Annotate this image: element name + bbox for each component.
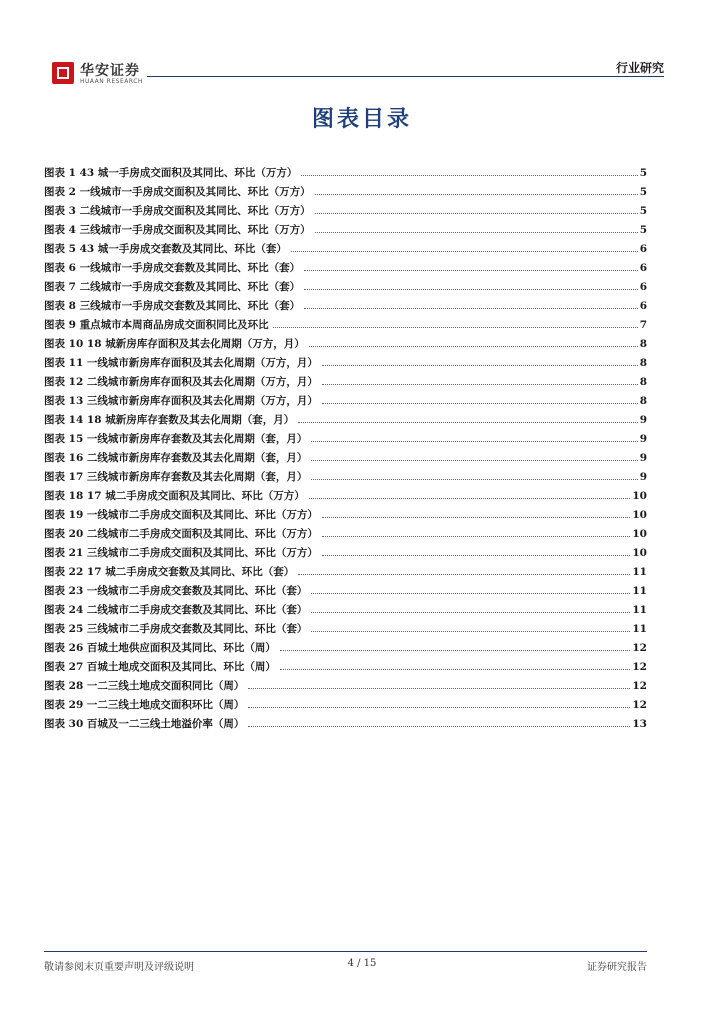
toc-dot-leader: [322, 516, 630, 518]
toc-entry[interactable]: [44, 526, 647, 545]
toc-dot-leader: [248, 706, 630, 708]
toc-entry[interactable]: [44, 222, 647, 241]
toc-entry[interactable]: [44, 336, 647, 355]
toc-dot-leader: [298, 421, 637, 423]
toc-entry-label[interactable]: 图表 25 三线城市二手房成交套数及其同比、环比（套）: [44, 623, 308, 635]
toc-entry-page[interactable]: 12: [632, 642, 647, 654]
footer-report-type: 证券研究报告: [587, 962, 647, 973]
toc-entry-page[interactable]: 10: [632, 547, 647, 559]
toc-entry-label[interactable]: 图表 1 43 城一手房成交面积及其同比、环比（万方）: [44, 167, 298, 179]
toc-entry-label[interactable]: 图表 13 三线城市新房库存面积及其去化周期（万方，月）: [44, 395, 318, 407]
toc-entry-page[interactable]: 11: [632, 604, 647, 616]
toc-entry-page[interactable]: 9: [639, 452, 647, 464]
toc-entry-page[interactable]: 7: [639, 319, 647, 331]
toc-entry-page[interactable]: 10: [632, 528, 647, 540]
toc-dot-leader: [322, 402, 638, 404]
toc-entry-page[interactable]: 8: [639, 395, 647, 407]
toc-dot-leader: [311, 459, 637, 461]
toc-entry-page[interactable]: 6: [639, 243, 647, 255]
toc-dot-leader: [304, 288, 638, 290]
toc-dot-leader: [301, 174, 637, 176]
huaan-logo-icon: [52, 62, 74, 84]
toc-entry-label[interactable]: 图表 22 17 城二手房成交套数及其同比、环比（套）: [44, 566, 295, 578]
toc-entry-page[interactable]: 6: [639, 300, 647, 312]
toc-entry-page[interactable]: 9: [639, 414, 647, 426]
toc-entry-page[interactable]: 10: [632, 490, 647, 502]
toc-dot-leader: [322, 364, 638, 366]
toc-entry-page[interactable]: 10: [632, 509, 647, 521]
toc-dot-leader: [309, 345, 638, 347]
toc-entry-page[interactable]: 12: [632, 661, 647, 673]
toc-dot-leader: [291, 250, 638, 252]
toc-entry[interactable]: [44, 545, 647, 564]
toc-entry-page[interactable]: 8: [639, 376, 647, 388]
toc-entry[interactable]: [44, 203, 647, 222]
toc-entry[interactable]: [44, 412, 647, 431]
toc-entry-page[interactable]: 12: [632, 699, 647, 711]
toc-entry-label[interactable]: 图表 12 二线城市新房库存面积及其去化周期（万方，月）: [44, 376, 318, 388]
toc-entry-page[interactable]: 8: [639, 357, 647, 369]
toc-entry-label[interactable]: 图表 18 17 城二手房成交面积及其同比、环比（万方）: [44, 490, 305, 502]
toc-entry[interactable]: [44, 659, 647, 678]
toc-entry[interactable]: [44, 469, 647, 488]
toc-dot-leader: [322, 535, 630, 537]
toc-entry[interactable]: [44, 260, 647, 279]
toc-entry-page[interactable]: 9: [639, 471, 647, 483]
toc-dot-leader: [248, 725, 630, 727]
toc-entry[interactable]: [44, 393, 647, 412]
toc-entry[interactable]: [44, 621, 647, 640]
report-category: 行业研究: [615, 61, 664, 75]
toc-dot-leader: [311, 611, 630, 613]
toc-entry-label[interactable]: 图表 24 二线城市二手房成交套数及其同比、环比（套）: [44, 604, 308, 616]
toc-entry-label[interactable]: 图表 20 二线城市二手房成交面积及其同比、环比（万方）: [44, 528, 318, 540]
page-title: 图表目录: [311, 106, 412, 132]
toc-entry[interactable]: [44, 640, 647, 659]
toc-dot-leader: [309, 497, 631, 499]
toc-entry-label[interactable]: 图表 29 一二三线土地成交面积环比（周）: [44, 699, 245, 711]
toc-dot-leader: [298, 573, 630, 575]
toc-dot-leader: [315, 212, 638, 214]
toc-entry-label[interactable]: 图表 19 一线城市二手房成交面积及其同比、环比（万方）: [44, 509, 318, 521]
toc-entry[interactable]: [44, 355, 647, 374]
table-of-figures: [44, 165, 647, 735]
toc-entry-label[interactable]: 图表 23 一线城市二手房成交套数及其同比、环比（套）: [44, 585, 308, 597]
toc-entry-label[interactable]: 图表 15 一线城市新房库存套数及其去化周期（套，月）: [44, 433, 308, 445]
toc-entry-label[interactable]: 图表 9 重点城市本周商品房成交面积同比及环比: [44, 319, 269, 331]
page-header: [52, 58, 664, 88]
toc-dot-leader: [315, 231, 638, 233]
toc-entry-page[interactable]: 5: [639, 186, 647, 198]
toc-entry-label[interactable]: 图表 26 百城土地供应面积及其同比、环比（周）: [44, 642, 276, 654]
toc-entry-page[interactable]: 5: [639, 205, 647, 217]
toc-entry-label[interactable]: 图表 30 百城及一二三线土地溢价率（周）: [44, 718, 245, 730]
toc-entry-page[interactable]: 6: [639, 262, 647, 274]
toc-entry[interactable]: [44, 583, 647, 602]
toc-entry-page[interactable]: 8: [639, 338, 647, 350]
toc-entry-page[interactable]: 11: [632, 623, 647, 635]
toc-entry[interactable]: [44, 678, 647, 697]
toc-dot-leader: [304, 269, 638, 271]
toc-entry-label[interactable]: 图表 17 三线城市新房库存套数及其去化周期（套，月）: [44, 471, 308, 483]
toc-entry-label[interactable]: 图表 4 三线城市一手房成交面积及其同比、环比（万方）: [44, 224, 311, 236]
toc-entry[interactable]: [44, 431, 647, 450]
toc-dot-leader: [311, 592, 630, 594]
toc-dot-leader: [315, 193, 638, 195]
toc-entry-page[interactable]: 6: [639, 281, 647, 293]
toc-entry-label[interactable]: 图表 14 18 城新房库存套数及其去化周期（套，月）: [44, 414, 295, 426]
toc-entry[interactable]: [44, 450, 647, 469]
toc-dot-leader: [311, 440, 637, 442]
toc-dot-leader: [322, 554, 630, 556]
toc-dot-leader: [280, 649, 630, 651]
toc-entry[interactable]: [44, 716, 647, 735]
toc-entry-label[interactable]: 图表 10 18 城新房库存面积及其去化周期（万方，月）: [44, 338, 305, 350]
toc-entry-page[interactable]: 12: [632, 680, 647, 692]
toc-dot-leader: [280, 668, 630, 670]
toc-entry[interactable]: [44, 374, 647, 393]
toc-entry[interactable]: [44, 298, 647, 317]
footer-disclaimer: 敬请参阅末页重要声明及评级说明: [44, 962, 194, 973]
toc-entry-page[interactable]: 5: [639, 224, 647, 236]
header-divider: [147, 76, 664, 77]
toc-entry[interactable]: [44, 602, 647, 621]
toc-entry-label[interactable]: 图表 28 一二三线土地成交面积同比（周）: [44, 680, 245, 692]
page-number: 4 / 15: [347, 958, 377, 969]
toc-dot-leader: [322, 383, 638, 385]
toc-entry-label[interactable]: 图表 6 一线城市一手房成交套数及其同比、环比（套）: [44, 262, 301, 274]
toc-entry[interactable]: [44, 279, 647, 298]
toc-entry-label[interactable]: 图表 7 二线城市一手房成交套数及其同比、环比（套）: [44, 281, 301, 293]
toc-entry[interactable]: [44, 165, 647, 184]
brand-name: 华安证券: [80, 63, 140, 79]
toc-entry-label[interactable]: 图表 16 二线城市新房库存套数及其去化周期（套，月）: [44, 452, 308, 464]
toc-entry-page[interactable]: 5: [639, 167, 647, 179]
footer-divider: [44, 951, 647, 952]
toc-entry-label[interactable]: 图表 2 一线城市一手房成交面积及其同比、环比（万方）: [44, 186, 311, 198]
toc-dot-leader: [273, 326, 638, 328]
toc-entry[interactable]: [44, 507, 647, 526]
toc-dot-leader: [304, 307, 638, 309]
toc-entry[interactable]: [44, 184, 647, 203]
toc-entry-label[interactable]: 图表 27 百城土地成交面积及其同比、环比（周）: [44, 661, 276, 673]
toc-entry-page[interactable]: 11: [632, 585, 647, 597]
toc-dot-leader: [248, 687, 630, 689]
toc-entry[interactable]: [44, 241, 647, 260]
toc-entry[interactable]: [44, 488, 647, 507]
toc-entry-label[interactable]: 图表 3 二线城市一手房成交面积及其同比、环比（万方）: [44, 205, 311, 217]
toc-dot-leader: [311, 630, 630, 632]
toc-entry-label[interactable]: 图表 11 一线城市新房库存面积及其去化周期（万方，月）: [44, 357, 318, 369]
toc-entry-label[interactable]: 图表 21 三线城市二手房成交面积及其同比、环比（万方）: [44, 547, 318, 559]
toc-entry-page[interactable]: 13: [632, 718, 647, 730]
toc-dot-leader: [311, 478, 637, 480]
toc-entry-page[interactable]: 11: [632, 566, 647, 578]
toc-entry[interactable]: [44, 317, 647, 336]
toc-entry-label[interactable]: 图表 5 43 城一手房成交套数及其同比、环比（套）: [44, 243, 287, 255]
brand-subtitle: HUAAN RESEARCH: [80, 78, 143, 85]
toc-entry-label[interactable]: 图表 8 三线城市一手房成交套数及其同比、环比（套）: [44, 300, 301, 312]
toc-entry[interactable]: [44, 697, 647, 716]
toc-entry-page[interactable]: 9: [639, 433, 647, 445]
toc-entry[interactable]: [44, 564, 647, 583]
